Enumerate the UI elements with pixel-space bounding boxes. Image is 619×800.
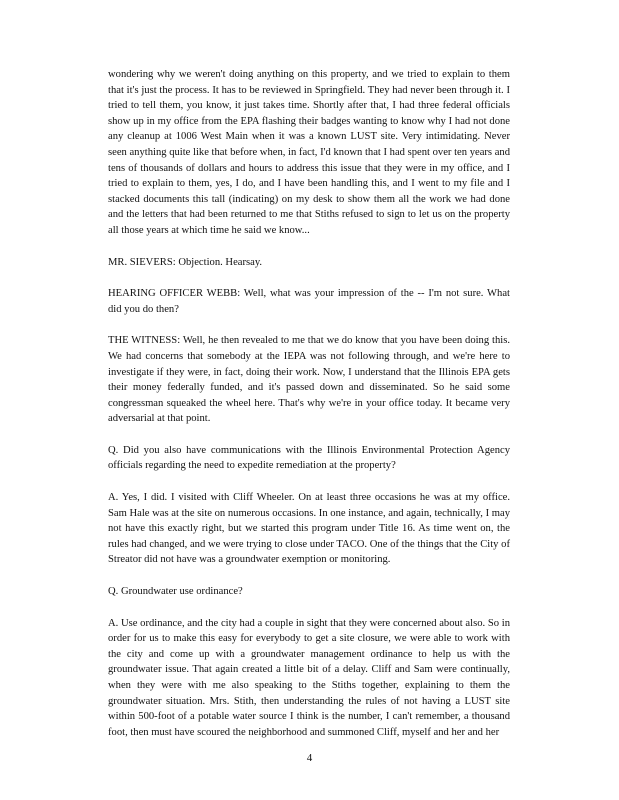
paragraph-witness-answer: THE WITNESS: Well, he then revealed to me that we do know that you have been doing this. We had concerns that somebody at the IEPA was not following through, and we're here to investigate if they were, in fact, doing their work. Now, I understand that the Illinois EPA gets their money federally funded, and it's passed down and disseminated. So he said some congressman squeaked the wheel here. That's why we're in your office today. It became very adversarial at that point.	[108, 335, 510, 425]
paragraph-question-groundwater: Q. Groundwater use ordinance?	[108, 586, 243, 598]
page-number: 4	[306, 752, 313, 764]
paragraph-question-communications: Q. Did you also have communications with the Illinois Environmental Protection Agency officials regarding the need to expedite remediation at the property?	[108, 444, 510, 472]
paragraph-testimony-continued: wondering why we weren't doing anything on this property, and we tried to explain to them that it's just the process. It has to be reviewed in Springfield. They had never been through it. I tried to tell them, you know, it just takes time. Shortly after that, I had three federal officials show up in my office from the EPA flashing their badges wanting to know why I had not done any cleanup at 1006 West Main when it was a known LUST site. Very intimidating. Never seen anything quite like that before when, in fact, I'd known that I had spent over ten years and tens of thousands of dollars and hours to address this issue that they were in my office, and I tried to explain to them, yes, I do, and I have been handling this, and I went to my file and I stacked documents this tall (indicating) on my desk to show them all the work we had done and the letters that had been returned to me that Stiths refused to sign to let us on the property all those years at which time he said we know...	[108, 69, 510, 236]
paragraph-hearing-officer: HEARING OFFICER WEBB: Well, what was your impression of the -- I'm not sure. What did you do then?	[108, 288, 510, 315]
paragraph-objection: MR. SIEVERS: Objection. Hearsay.	[108, 256, 263, 268]
paragraph-answer-cliff-wheeler: A. Yes, I did. I visited with Cliff Wheeler. On at least three occasions he was at my office. Sam Hale was at the site on numerous occasions. In one instance, and again, technically, I may not have this exactly right, but we started this program under Title 16. As time went on, the rules had changed, and we were trying to close under TACO. One of the things that the City of Streator did not have was a groundwater exemption or monitoring.	[108, 492, 510, 566]
transcript-body	[108, 67, 510, 756]
paragraph-answer-ordinance: A. Use ordinance, and the city had a couple in sight that they were concerned about also. So in order for us to make this easy for everybody to get a site closure, we were able to work with the city and come up with a groundwater management ordinance to help us with the groundwater issue. That again created a little bit of a delay. Cliff and Sam were continually, when they were with me also speaking to the Stiths together, explaining to them the groundwater situation. Mrs. Stith, then understanding the rules of not having a LUST site within 500-foot of a potable water source I think is the number, I can't remember, a thousand foot, then must have scoured the neighborhood and summoned Cliff, myself and her and her	[108, 617, 510, 738]
